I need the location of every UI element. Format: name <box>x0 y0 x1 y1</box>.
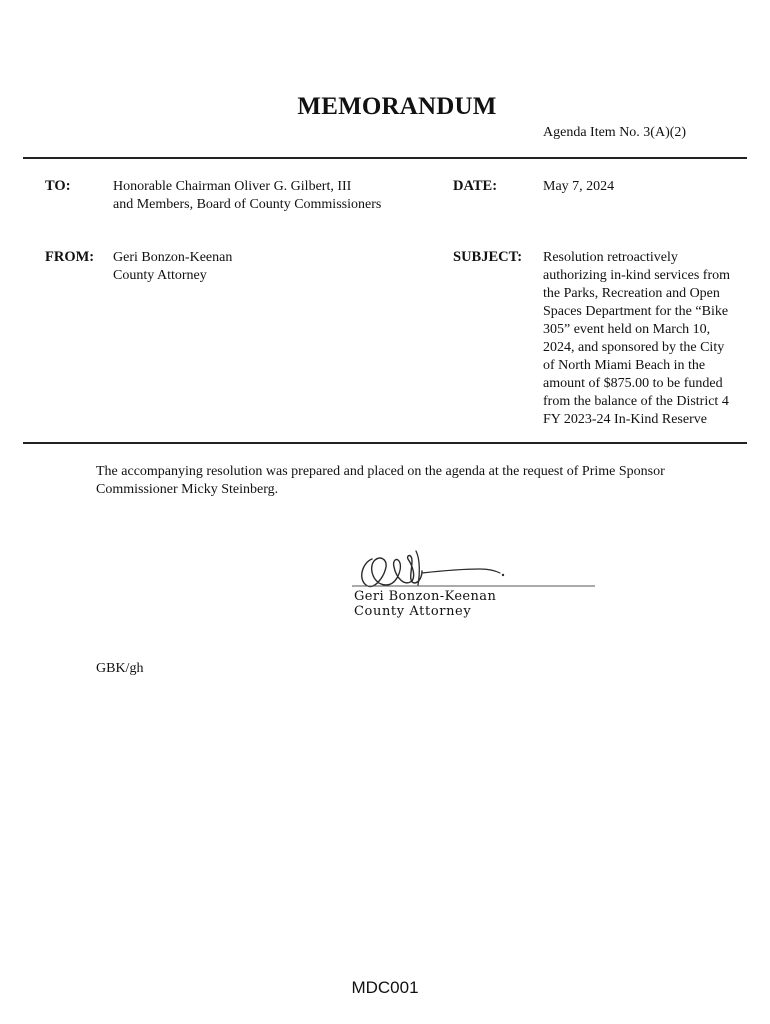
subject-line: of North Miami Beach in the <box>543 358 706 373</box>
body-line: The accompanying resolution was prepared and placed on the agenda at the request of Prime Sponsor <box>96 464 665 479</box>
date-value: May 7, 2024 <box>543 179 615 194</box>
signature-image <box>350 545 600 595</box>
from-sender <box>113 249 232 285</box>
signer-title: County Attorney <box>354 604 472 619</box>
to-line: and Members, Board of County Commissioners <box>113 197 382 212</box>
subject-line: FY 2023-24 In-Kind Reserve <box>543 412 707 427</box>
body-paragraph <box>96 463 665 499</box>
memo-title: MEMORANDUM <box>297 93 497 120</box>
date-label: DATE: <box>453 178 498 194</box>
subject-line: Resolution retroactively <box>543 250 678 265</box>
to-label: TO: <box>45 178 71 194</box>
from-label: FROM: <box>45 249 95 265</box>
bottom-divider <box>23 442 747 444</box>
from-line: Geri Bonzon-Keenan <box>113 250 233 265</box>
footer-document-code: MDC001 <box>351 978 419 997</box>
subject-line: amount of $875.00 to be funded <box>543 376 723 391</box>
to-line: Honorable Chairman Oliver G. Gilbert, III <box>113 179 352 194</box>
body-line: Commissioner Micky Steinberg. <box>96 482 279 497</box>
subject-line: 2024, and sponsored by the City <box>543 340 725 355</box>
to-recipients <box>113 178 381 214</box>
subject-line: 305” event held on March 10, <box>543 322 711 337</box>
subject-text <box>543 249 753 429</box>
subject-line: from the balance of the District 4 <box>543 394 729 409</box>
subject-line: the Parks, Recreation and Open <box>543 286 720 301</box>
signer-name: Geri Bonzon-Keenan <box>354 589 497 604</box>
typist-initials: GBK/gh <box>96 661 144 676</box>
top-divider <box>23 157 747 159</box>
subject-line: authorizing in-kind services from <box>543 268 731 283</box>
from-line: County Attorney <box>113 268 207 283</box>
agenda-item-number: Agenda Item No. 3(A)(2) <box>543 125 687 140</box>
subject-label: SUBJECT: <box>453 249 523 265</box>
subject-line: Spaces Department for the “Bike <box>543 304 729 319</box>
